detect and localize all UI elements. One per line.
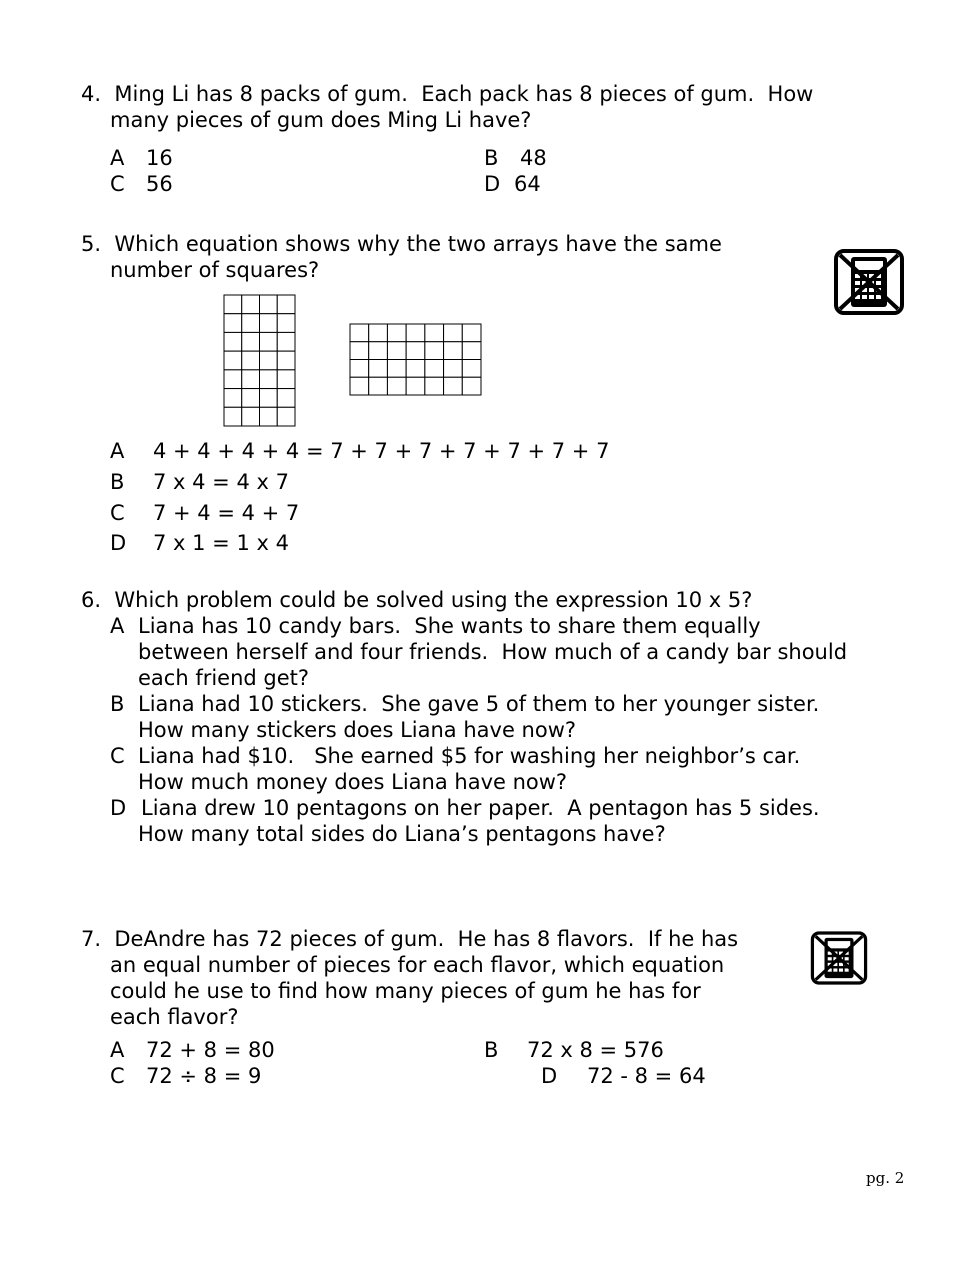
- array-square: [462, 377, 481, 395]
- q5-choice-b-text: 7 x 4 = 4 x 7: [153, 470, 289, 494]
- q7-choice-b-text: 72 x 8 = 576: [527, 1038, 664, 1062]
- q5-choice-a-letter: A: [110, 439, 125, 463]
- q6-choice-a-letter: A: [110, 614, 125, 638]
- q6-choice-b-line-2: How many stickers does Liana have now?: [138, 718, 577, 742]
- q4-line-1: 4. Ming Li has 8 packs of gum. Each pack has 8 pieces of gum. How: [81, 82, 814, 106]
- array-square: [242, 351, 260, 370]
- q5-choice-d-letter: D: [110, 531, 127, 555]
- q7-choice-c-text: 72 ÷ 8 = 9: [146, 1064, 262, 1088]
- array-square: [406, 342, 425, 360]
- q7-choice-c-letter: C: [110, 1064, 125, 1088]
- q7-line-2: an equal number of pieces for each flavor, which equation: [110, 953, 725, 977]
- q6-choice-d-line-2: How many total sides do Liana’s pentagons have?: [138, 822, 666, 846]
- array-square: [406, 377, 425, 395]
- q4-choice-b-letter: B: [484, 146, 499, 170]
- array-square: [224, 314, 242, 333]
- array-square: [260, 407, 278, 426]
- q7-line-1: 7. DeAndre has 72 pieces of gum. He has 8 flavors. If he has: [81, 927, 739, 951]
- array-square: [242, 295, 260, 314]
- array-square: [350, 377, 369, 395]
- array-square: [462, 360, 481, 378]
- array-square: [242, 332, 260, 351]
- array-square: [224, 389, 242, 408]
- q5-choice-d-text: 7 x 1 = 1 x 4: [153, 531, 289, 555]
- q7-choice-b-letter: B: [484, 1038, 499, 1062]
- q7-choice-a-letter: A: [110, 1038, 125, 1062]
- array-square: [260, 351, 278, 370]
- q6-choice-d-line-1: Liana drew 10 pentagons on her paper. A pentagon has 5 sides.: [141, 796, 820, 820]
- array-square: [406, 324, 425, 342]
- q6-choice-a-line-2: between herself and four friends. How much of a candy bar should: [138, 640, 848, 664]
- q4-choice-a-letter: A: [110, 146, 125, 170]
- array-square: [444, 360, 463, 378]
- array-square: [242, 389, 260, 408]
- q5-choice-c-text: 7 + 4 = 4 + 7: [153, 501, 300, 525]
- array-square: [242, 370, 260, 389]
- q4-choice-c-text: 56: [146, 172, 173, 196]
- array-square: [369, 342, 388, 360]
- array-square: [260, 370, 278, 389]
- q6-choice-c-letter: C: [110, 744, 125, 768]
- q5-choice-a-text: 4 + 4 + 4 + 4 = 7 + 7 + 7 + 7 + 7 + 7 + 7: [153, 439, 610, 463]
- array-square: [444, 377, 463, 395]
- no-calculator-icon: [833, 248, 905, 316]
- array-square: [406, 360, 425, 378]
- q7-choice-a-text: 72 + 8 = 80: [146, 1038, 275, 1062]
- q4-choice-c-letter: C: [110, 172, 125, 196]
- array-square: [350, 324, 369, 342]
- no-calculator-icon: [810, 930, 868, 986]
- array-square: [224, 332, 242, 351]
- q6-choice-a-line-3: each friend get?: [138, 666, 310, 690]
- array-square: [444, 324, 463, 342]
- array-square: [369, 377, 388, 395]
- page-number: pg. 2: [866, 1169, 905, 1187]
- array-square: [462, 342, 481, 360]
- q4-choice-d-letter: D: [484, 172, 501, 196]
- array-square: [369, 360, 388, 378]
- q7-choice-d-text: 72 - 8 = 64: [587, 1064, 706, 1088]
- q7-line-4: each flavor?: [110, 1005, 239, 1029]
- array-square: [260, 332, 278, 351]
- array-square: [260, 389, 278, 408]
- array-square: [350, 360, 369, 378]
- array-square: [277, 389, 295, 408]
- array-square: [242, 407, 260, 426]
- q6-choice-c-line-1: Liana had $10. She earned $5 for washing her neighbor’s car.: [138, 744, 801, 768]
- array-square: [387, 377, 406, 395]
- array-square: [387, 360, 406, 378]
- array-square: [350, 342, 369, 360]
- array-square: [444, 342, 463, 360]
- array-square: [242, 314, 260, 333]
- q6-choice-d-letter: D: [110, 796, 127, 820]
- array-square: [224, 351, 242, 370]
- q5-choice-b-letter: B: [110, 470, 125, 494]
- q4-choice-a-text: 16: [146, 146, 173, 170]
- array-square: [387, 342, 406, 360]
- array-square: [277, 351, 295, 370]
- array-square: [425, 360, 444, 378]
- q7-choice-d-letter: D: [541, 1064, 558, 1088]
- array-square: [260, 295, 278, 314]
- q4-choice-d-text: 64: [514, 172, 541, 196]
- array-square: [224, 295, 242, 314]
- array-square: [462, 324, 481, 342]
- q6-choice-a-line-1: Liana has 10 candy bars. She wants to share them equally: [138, 614, 761, 638]
- array-7-by-4: [223, 294, 296, 427]
- array-square: [224, 370, 242, 389]
- array-square: [425, 324, 444, 342]
- array-square: [387, 324, 406, 342]
- array-square: [425, 377, 444, 395]
- array-square: [277, 314, 295, 333]
- q6-line-1: 6. Which problem could be solved using the expression 10 x 5?: [81, 588, 753, 612]
- q6-choice-b-letter: B: [110, 692, 125, 716]
- q6-choice-c-line-2: How much money does Liana have now?: [138, 770, 568, 794]
- q5-choice-c-letter: C: [110, 501, 125, 525]
- array-square: [369, 324, 388, 342]
- q4-choice-b-text: 48: [520, 146, 547, 170]
- q4-line-2: many pieces of gum does Ming Li have?: [110, 108, 532, 132]
- array-square: [425, 342, 444, 360]
- q6-choice-b-line-1: Liana had 10 stickers. She gave 5 of them to her younger sister.: [138, 692, 820, 716]
- q5-line-1: 5. Which equation shows why the two arrays have the same: [81, 232, 722, 256]
- q7-line-3: could he use to find how many pieces of gum he has for: [110, 979, 701, 1003]
- array-square: [260, 314, 278, 333]
- array-square: [277, 332, 295, 351]
- array-square: [277, 295, 295, 314]
- array-square: [277, 407, 295, 426]
- array-square: [224, 407, 242, 426]
- array-square: [277, 370, 295, 389]
- q5-line-2: number of squares?: [110, 258, 320, 282]
- array-4-by-7: [349, 323, 482, 396]
